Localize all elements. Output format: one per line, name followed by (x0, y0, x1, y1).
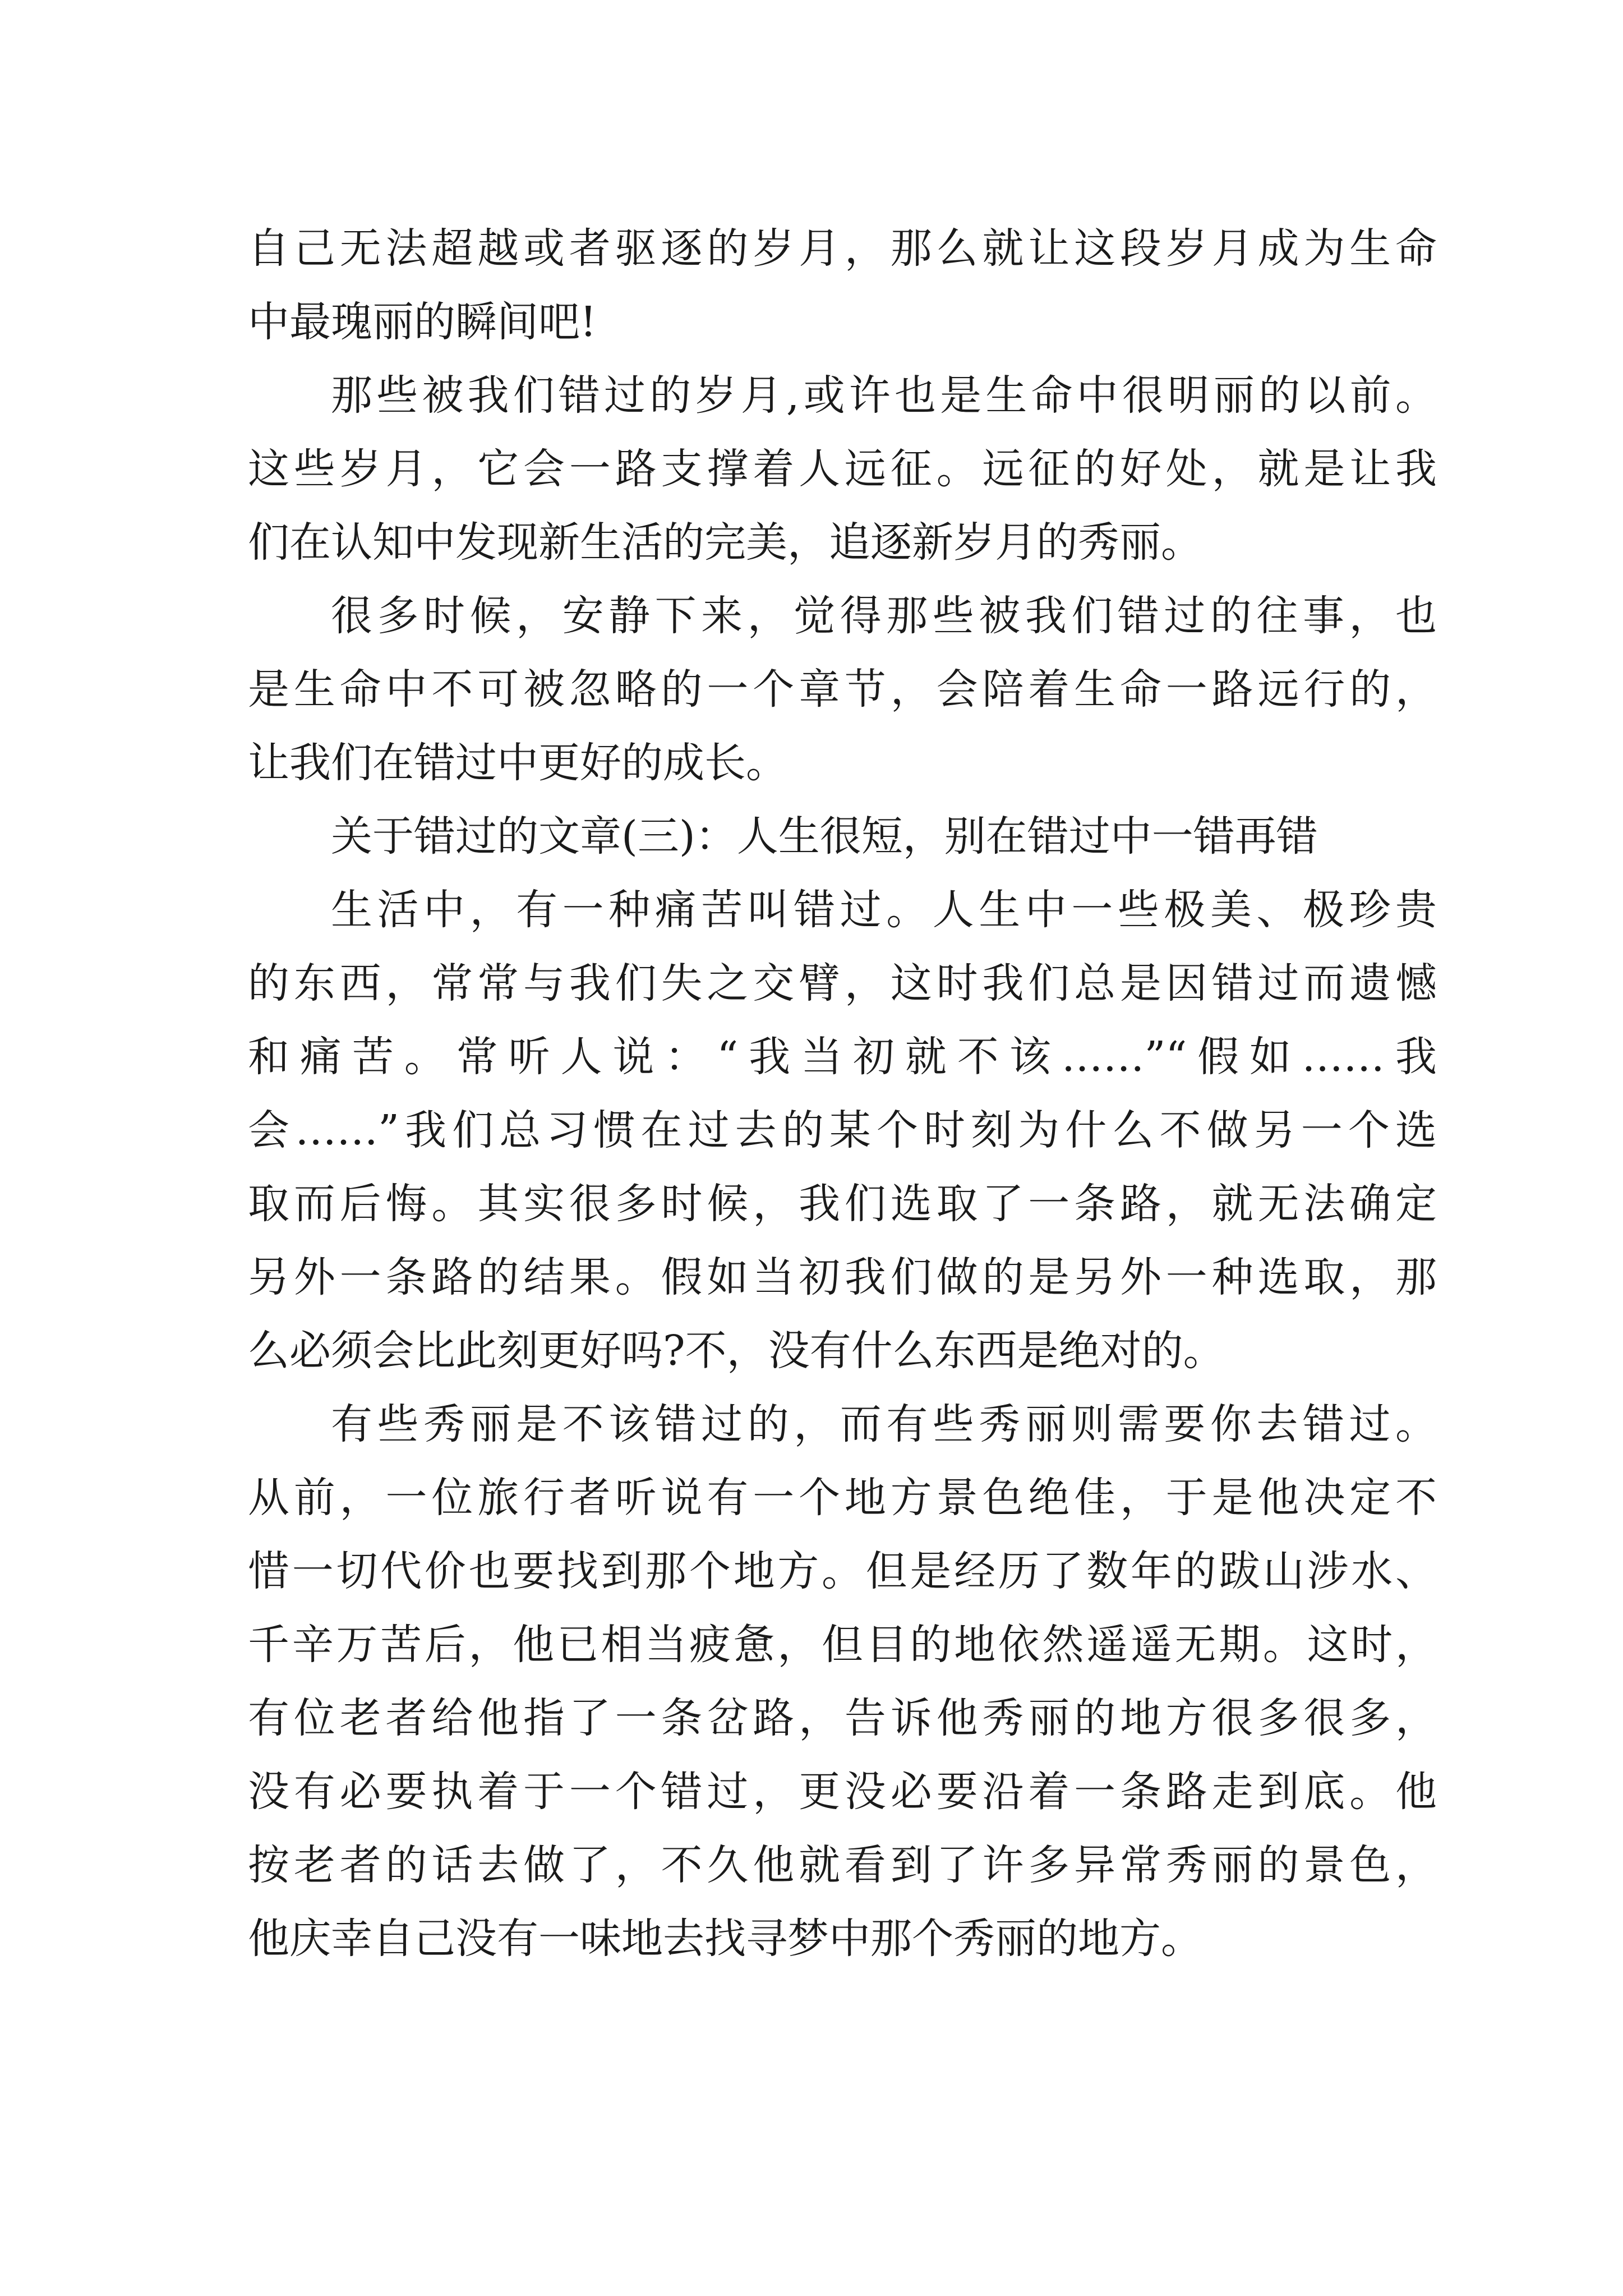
text-line: 按老者的话去做了，不久他就看到了许多异常秀丽的景色， (248, 1841, 1437, 1889)
text-line: 千辛万苦后，他已相当疲惫，但目的地依然遥遥无期。这时， (248, 1621, 1437, 1669)
text-line: 们在认知中发现新生活的完美，追逐新岁月的秀丽。 (248, 518, 1202, 567)
text-line: 让我们在错过中更好的成长。 (248, 739, 787, 787)
text-line: 生活中，有一种痛苦叫错过。人生中一些极美、极珍贵 (331, 886, 1437, 934)
text-line: 自己无法超越或者驱逐的岁月，那么就让这段岁月成为生命 (248, 224, 1437, 273)
text-line: 这些岁月，它会一路支撑着人远征。远征的好处，就是让我 (248, 445, 1437, 493)
text-line: 的东西，常常与我们失之交臂，这时我们总是因错过而遗憾 (248, 959, 1437, 1007)
text-line: 惜一切代价也要找到那个地方。但是经历了数年的跋山涉水、 (248, 1547, 1437, 1595)
text-line: 是生命中不可被忽略的一个章节，会陪着生命一路远行的， (248, 665, 1437, 714)
text-line: 有些秀丽是不该错过的，而有些秀丽则需要你去错过。 (331, 1400, 1437, 1448)
text-line: 那些被我们错过的岁月,或许也是生命中很明丽的以前。 (331, 371, 1437, 420)
text-line: 么必须会比此刻更好吗?不，没有什么东西是绝对的。 (248, 1327, 1225, 1375)
text-line: 和痛苦。常听人说：“我当初就不该……”“假如……我 (248, 1033, 1437, 1081)
text-line: 从前，一位旅行者听说有一个地方景色绝佳，于是他决定不 (248, 1474, 1437, 1522)
text-line: 取而后悔。其实很多时候，我们选取了一条路，就无法确定 (248, 1180, 1437, 1228)
text-line: 另外一条路的结果。假如当初我们做的是另外一种选取，那 (248, 1253, 1437, 1301)
text-line: 没有必要执着于一个错过，更没必要沿着一条路走到底。他 (248, 1768, 1437, 1816)
text-line: 他庆幸自己没有一味地去找寻梦中那个秀丽的地方。 (248, 1915, 1202, 1963)
body-text (248, 212, 1437, 1976)
text-line: 会……”我们总习惯在过去的某个时刻为什么不做另一个选 (248, 1106, 1437, 1154)
text-line: 关于错过的文章(三)：人生很短，别在错过中一错再错 (331, 812, 1318, 861)
text-line: 很多时候，安静下来，觉得那些被我们错过的往事，也 (331, 592, 1437, 640)
text-line: 中最瑰丽的瞬间吧! (248, 298, 597, 346)
text-line: 有位老者给他指了一条岔路，告诉他秀丽的地方很多很多， (248, 1694, 1437, 1742)
